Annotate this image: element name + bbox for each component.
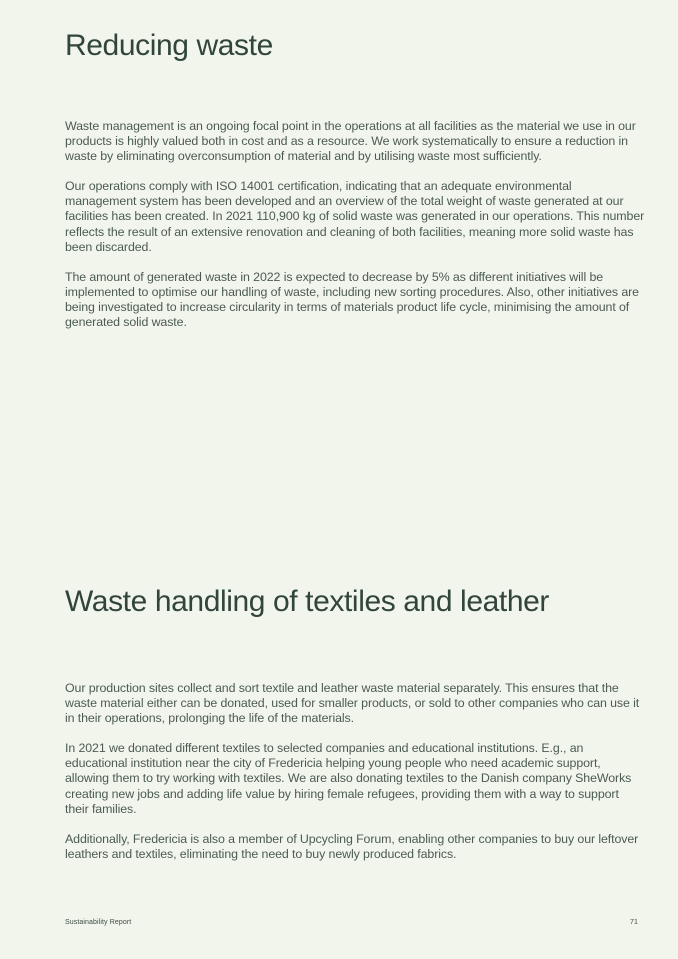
- section-body: [65, 681, 645, 862]
- paragraph: Our operations comply with ISO 14001 certification, indicating that an adequate environmental management system has been developed and an overview of the total weight of waste generated at our facilities has been created. In 2021 110,900 kg of solid waste was generated in our operations. This number reflects the result of an extensive renovation and cleaning of both facilities, meaning more solid waste has been discarded.: [65, 179, 645, 254]
- paragraph: Additionally, Fredericia is also a member of Upcycling Forum, enabling other companies to buy our leftover leathers and textiles, eliminating the need to buy newly produced fabrics.: [65, 831, 639, 861]
- footer-page-number: 71: [630, 919, 638, 926]
- section-waste-handling-textiles: [65, 584, 645, 877]
- section-reducing-waste: [65, 28, 645, 345]
- paragraph: Waste management is an ongoing focal point in the operations at all facilities as the material we use in our products is highly valued both in cost and as a resource. We work systematically to ensure a reduction in waste by eliminating overconsumption of material and by utilising waste most sufficiently.: [65, 119, 636, 164]
- paragraph: In 2021 we donated different textiles to selected companies and educational institutions. E.g., an educational institution near the city of Fredericia helping young people who need academic support, allowing them to try working with textiles. We are also donating textiles to the Danish company SheWorks creating new jobs and adding life value by hiring female refugees, providing them with a way to support their families.: [65, 741, 632, 816]
- paragraph: Our production sites collect and sort textile and leather waste material separately. This ensures that the waste material either can be donated, used for smaller products, or sold to other companies who can use it in their operations, prolonging the life of the materials.: [65, 681, 640, 726]
- footer-report-title: Sustainability Report: [65, 919, 132, 926]
- paragraph: The amount of generated waste in 2022 is expected to decrease by 5% as different initiatives will be implemented to optimise our handling of waste, including new sorting procedures. Also, other initiatives are being investigated to increase circularity in terms of materials product life cycle, minimising the amount of generated solid waste.: [65, 269, 639, 330]
- section-heading-reducing-waste: Reducing waste: [65, 29, 273, 62]
- page-footer: [65, 919, 638, 926]
- section-body: [65, 119, 645, 330]
- section-heading-waste-handling: Waste handling of textiles and leather: [65, 585, 549, 618]
